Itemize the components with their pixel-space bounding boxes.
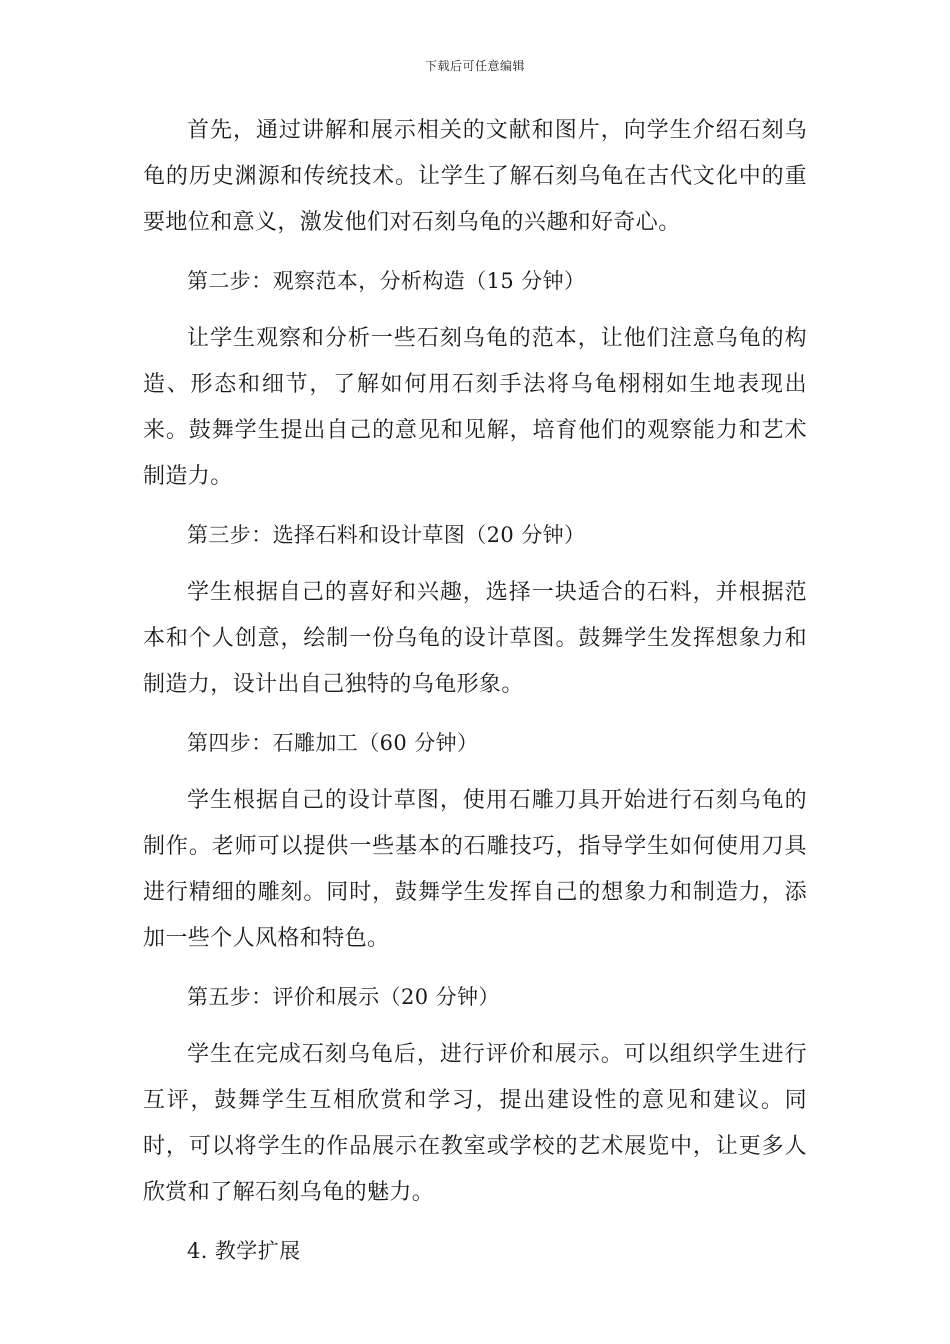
paragraph-step-2: 让学生观察和分析一些石刻乌龟的范本，让他们注意乌龟的构造、形态和细节，了解如何用石刻手法将乌龟栩栩如生地表现出来。鼓舞学生提出自己的意见和见解，培育他们的观察能力和艺术制造力。 (143, 326, 807, 489)
step-5-heading: 第五步：评价和展示（20 分钟） (187, 985, 500, 1009)
paragraph-step-5: 学生在完成石刻乌龟后，进行评价和展示。可以组织学生进行互评，鼓舞学生互相欣赏和学习，提出建设性的意见和建议。同时，可以将学生的作品展示在教室或学校的艺术展览中，让更多人欣赏和了解石刻乌龟的魅力。 (143, 1042, 807, 1205)
section-4-heading: 4. 教学扩展 (187, 1239, 301, 1263)
paragraph-step-4: 学生根据自己的设计草图，使用石雕刀具开始进行石刻乌龟的制作。老师可以提供一些基本的石雕技巧，指导学生如何使用刀具进行精细的雕刻。同时，鼓舞学生发挥自己的想象力和制造力，添加一些个人风格和特色。 (143, 788, 807, 951)
page-header: 下载后可任意编辑 (424, 59, 525, 73)
step-2-heading: 第二步：观察范本，分析构造（15 分钟） (187, 269, 586, 293)
step-4-heading: 第四步：石雕加工（60 分钟） (187, 731, 479, 755)
step-3-heading: 第三步：选择石料和设计草图（20 分钟） (187, 523, 586, 547)
paragraph-intro: 首先，通过讲解和展示相关的文献和图片，向学生介绍石刻乌龟的历史渊源和传统技术。让学生了解石刻乌龟在古代文化中的重要地位和意义，激发他们对石刻乌龟的兴趣和好奇心。 (143, 118, 807, 235)
paragraph-step-3: 学生根据自己的喜好和兴趣，选择一块适合的石料，并根据范本和个人创意，绘制一份乌龟的设计草图。鼓舞学生发挥想象力和制造力，设计出自己独特的乌龟形象。 (143, 580, 807, 697)
document-body (143, 108, 807, 1274)
